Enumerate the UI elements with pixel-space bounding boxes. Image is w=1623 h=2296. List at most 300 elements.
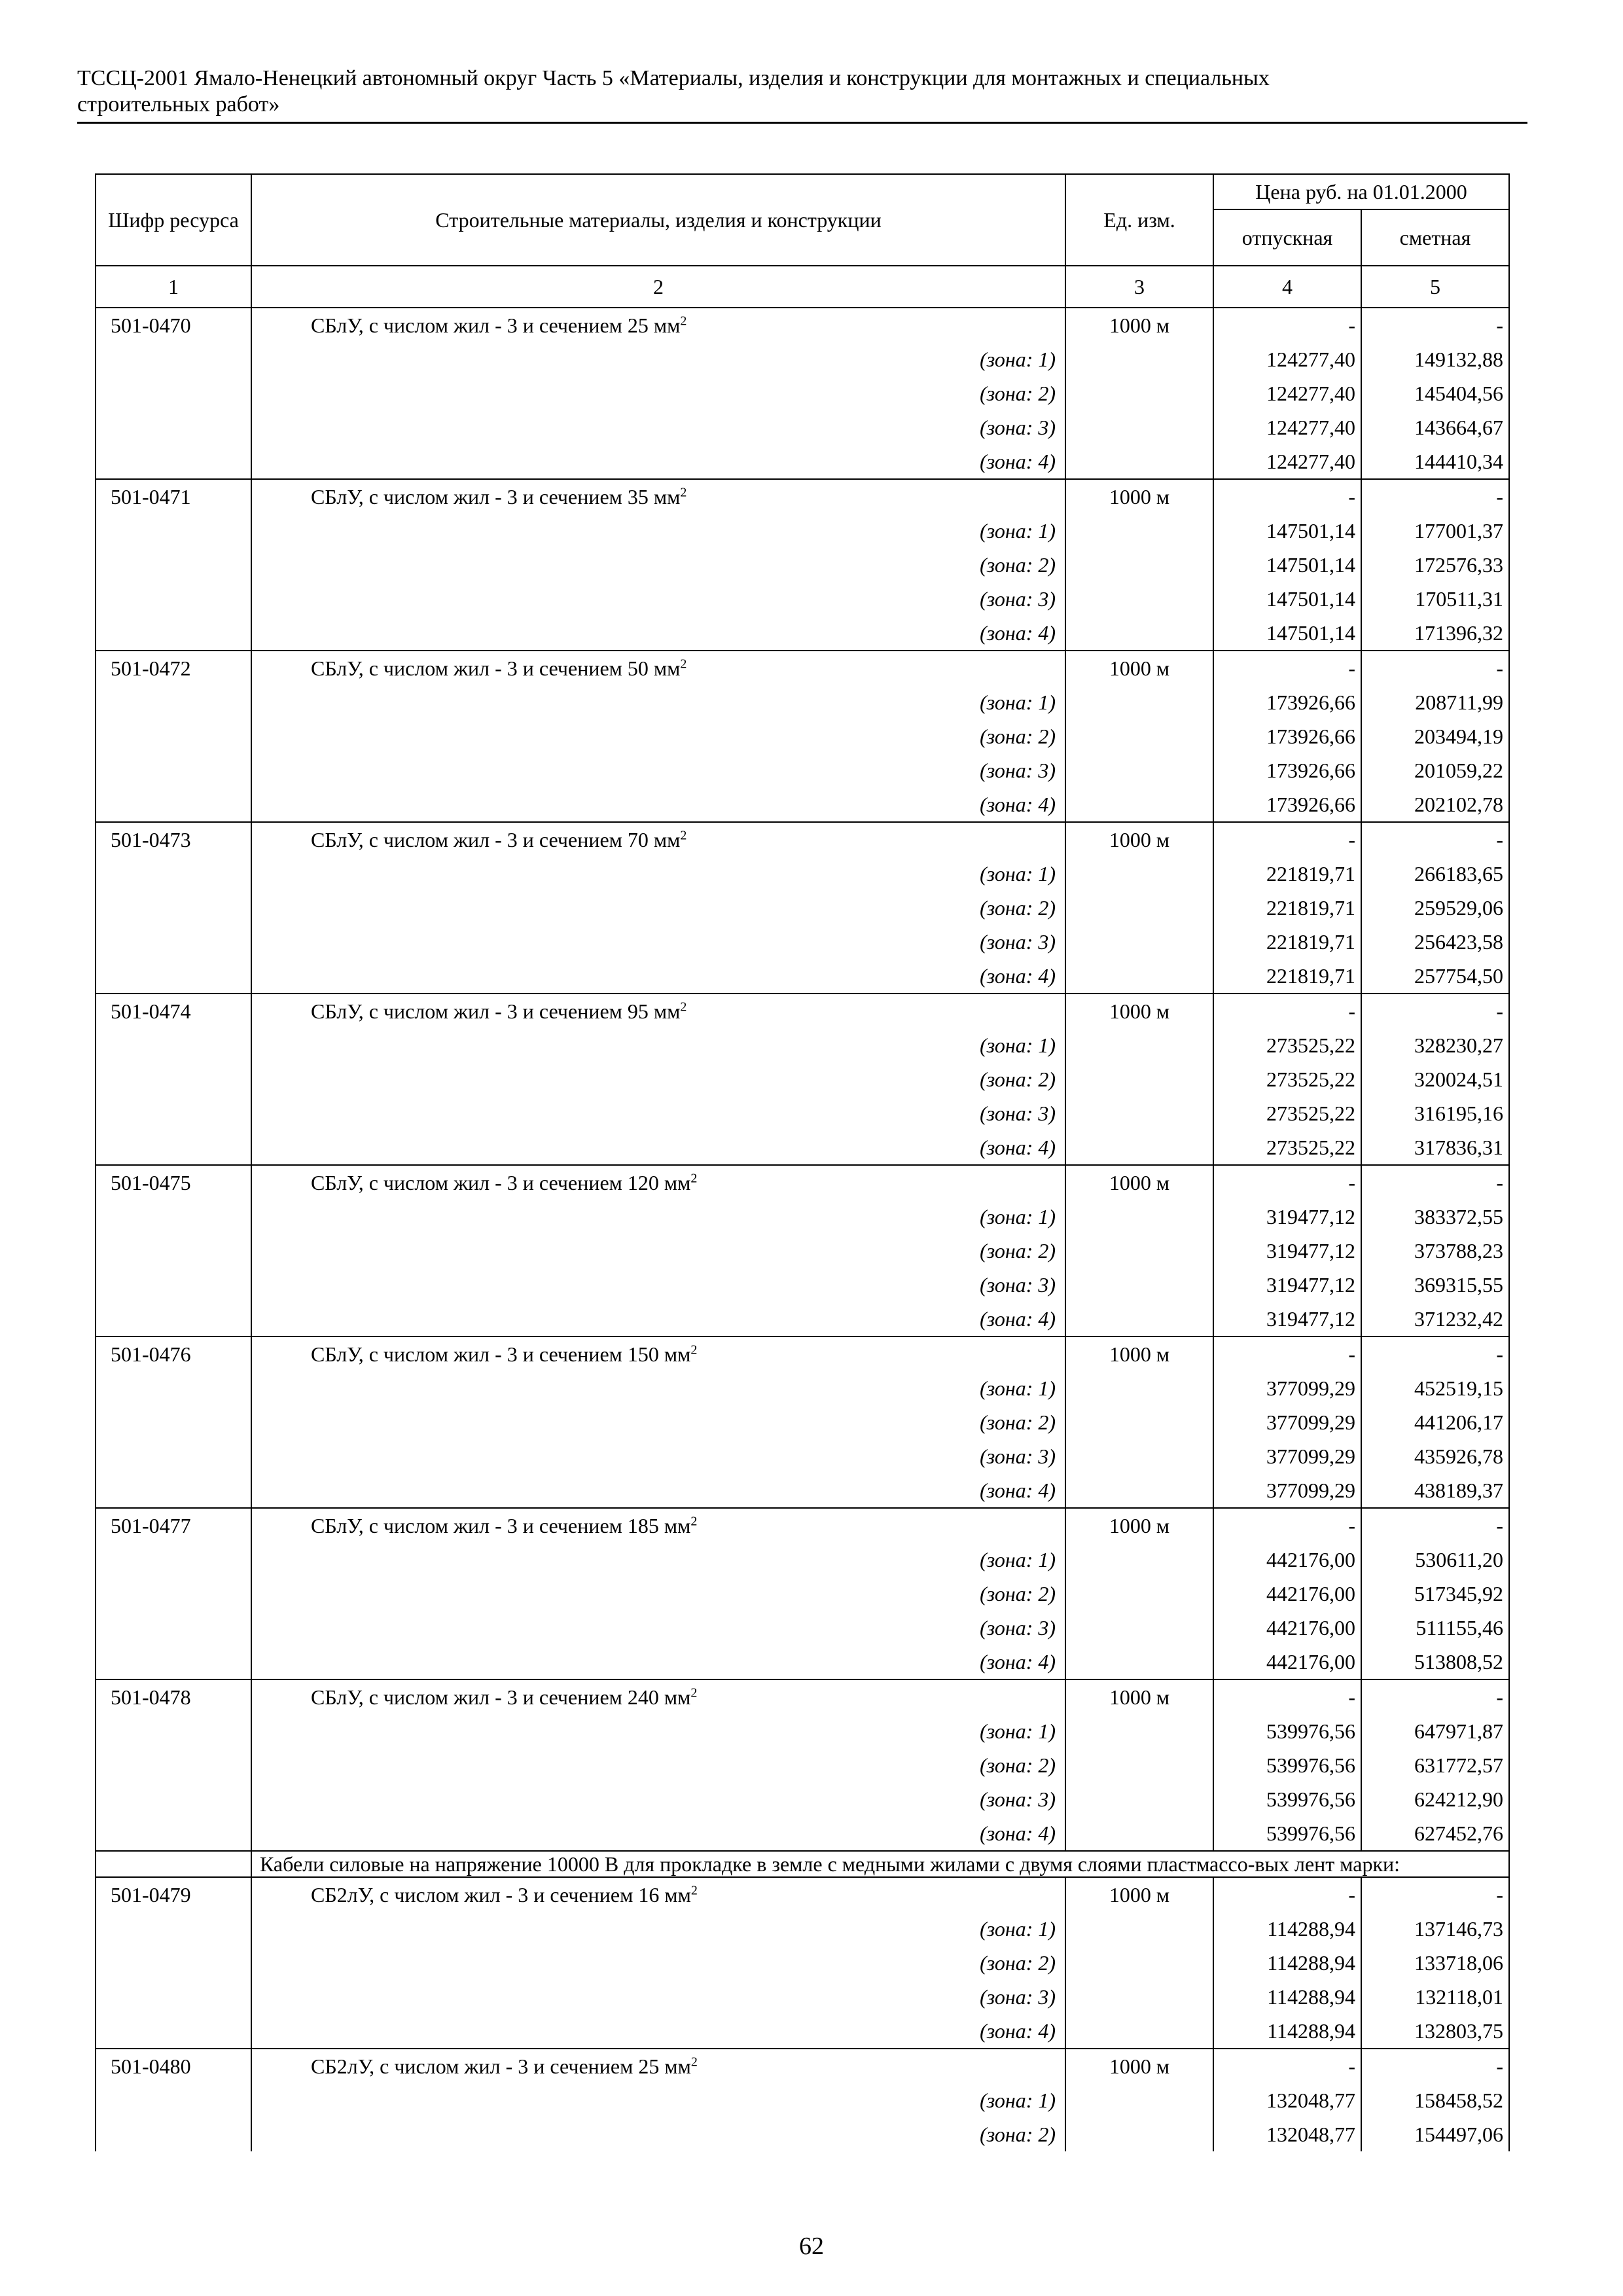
zone-estimate-price: 171396,32 [1361,616,1509,651]
zone-estimate-price: 172576,33 [1361,548,1509,582]
zone-release-price: 221819,71 [1213,857,1361,891]
zone-label: (зона: 3) [251,1611,1065,1645]
zone-label: (зона: 2) [251,1748,1065,1782]
zone-unit-cell [1065,1096,1213,1130]
zone-code-cell [96,1371,251,1405]
zone-code-cell [96,616,251,651]
zone-unit-cell [1065,616,1213,651]
zone-code-cell [96,1645,251,1679]
zone-row [96,1302,1509,1336]
zone-release-price: 319477,12 [1213,1302,1361,1336]
resource-code: 501-0472 [96,651,251,685]
zone-label: (зона: 3) [251,925,1065,959]
zone-unit-cell [1065,1611,1213,1645]
zone-label: (зона: 1) [251,2083,1065,2117]
header-estimate-price: сметная [1361,209,1509,266]
zone-row [96,719,1509,753]
zone-estimate-price: 438189,37 [1361,1473,1509,1508]
zone-estimate-price: 517345,92 [1361,1577,1509,1611]
zone-unit-cell [1065,753,1213,787]
zone-code-cell [96,1611,251,1645]
zone-release-price: 124277,40 [1213,376,1361,410]
zone-label: (зона: 2) [251,1577,1065,1611]
zone-label: (зона: 2) [251,1946,1065,1980]
zone-code-cell [96,1062,251,1096]
estimate-price: - [1361,1508,1509,1543]
table-row [96,1165,1509,1200]
header-price-group: Цена руб. на 01.01.2000 [1213,174,1509,209]
release-price: - [1213,1679,1361,1714]
zone-estimate-price: 132803,75 [1361,2014,1509,2049]
zone-unit-cell [1065,685,1213,719]
price-table [95,173,1510,2151]
zone-code-cell [96,891,251,925]
resource-name [251,822,1065,857]
estimate-price: - [1361,1877,1509,1912]
zone-label: (зона: 3) [251,1096,1065,1130]
zone-unit-cell [1065,719,1213,753]
resource-group [96,1508,1509,1679]
resource-code: 501-0477 [96,1508,251,1543]
unit-superscript: 2 [690,1342,698,1357]
zone-estimate-price: 143664,67 [1361,410,1509,444]
section-row [96,1851,1509,1877]
zone-code-cell [96,2083,251,2117]
unit-of-measure: 1000 м [1065,994,1213,1028]
zone-release-price: 132048,77 [1213,2083,1361,2117]
zone-label: (зона: 2) [251,1405,1065,1439]
zone-code-cell [96,1439,251,1473]
document-header [77,65,1524,118]
zone-label: (зона: 4) [251,1302,1065,1336]
zone-unit-cell [1065,1405,1213,1439]
unit-of-measure: 1000 м [1065,1508,1213,1543]
zone-row [96,753,1509,787]
release-price: - [1213,479,1361,514]
zone-unit-cell [1065,342,1213,376]
zone-unit-cell [1065,1980,1213,2014]
zone-row [96,1645,1509,1679]
unit-of-measure: 1000 м [1065,308,1213,342]
zone-estimate-price: 369315,55 [1361,1268,1509,1302]
zone-code-cell [96,753,251,787]
zone-release-price: 273525,22 [1213,1130,1361,1165]
zone-code-cell [96,787,251,822]
zone-row [96,342,1509,376]
zone-estimate-price: 631772,57 [1361,1748,1509,1782]
resource-name-text: СБлУ, с числом жил - 3 и сечением 185 мм [311,1514,691,1537]
resource-name-text: СБлУ, с числом жил - 3 и сечением 70 мм [311,828,681,852]
zone-release-price: 319477,12 [1213,1234,1361,1268]
zone-estimate-price: 373788,23 [1361,1234,1509,1268]
zone-label: (зона: 2) [251,2117,1065,2151]
zone-row [96,1200,1509,1234]
zone-estimate-price: 137146,73 [1361,1912,1509,1946]
zone-release-price: 124277,40 [1213,444,1361,479]
unit-superscript: 2 [690,1685,698,1700]
zone-row [96,1371,1509,1405]
zone-code-cell [96,719,251,753]
resource-name [251,651,1065,685]
zone-label: (зона: 4) [251,959,1065,994]
table-row [96,1508,1509,1543]
resource-name [251,2049,1065,2083]
zone-row [96,1912,1509,1946]
unit-superscript: 2 [680,314,687,329]
resource-name-text: СБлУ, с числом жил - 3 и сечением 95 мм [311,999,681,1023]
zone-release-price: 377099,29 [1213,1371,1361,1405]
zone-label: (зона: 2) [251,891,1065,925]
zone-release-price: 124277,40 [1213,410,1361,444]
zone-row [96,1234,1509,1268]
column-number: 1 [96,266,251,308]
zone-estimate-price: 145404,56 [1361,376,1509,410]
zone-row [96,1543,1509,1577]
zone-unit-cell [1065,1946,1213,1980]
zone-label: (зона: 3) [251,1439,1065,1473]
zone-unit-cell [1065,959,1213,994]
zone-row [96,1028,1509,1062]
unit-of-measure: 1000 м [1065,822,1213,857]
zone-row [96,1130,1509,1165]
zone-release-price: 539976,56 [1213,1782,1361,1816]
zone-unit-cell [1065,444,1213,479]
zone-estimate-price: 320024,51 [1361,1062,1509,1096]
resource-group [96,651,1509,822]
resource-group [96,994,1509,1165]
zone-unit-cell [1065,410,1213,444]
zone-row [96,1096,1509,1130]
zone-estimate-price: 530611,20 [1361,1543,1509,1577]
unit-superscript: 2 [690,2054,698,2070]
zone-code-cell [96,1912,251,1946]
release-price: - [1213,1877,1361,1912]
resource-code: 501-0473 [96,822,251,857]
resource-name [251,1508,1065,1543]
zone-unit-cell [1065,1439,1213,1473]
zone-estimate-price: 203494,19 [1361,719,1509,753]
zone-estimate-price: 259529,06 [1361,891,1509,925]
zone-label: (зона: 4) [251,616,1065,651]
zone-estimate-price: 627452,76 [1361,1816,1509,1851]
zone-estimate-price: 511155,46 [1361,1611,1509,1645]
zone-label: (зона: 3) [251,1782,1065,1816]
zone-row [96,548,1509,582]
zone-code-cell [96,1714,251,1748]
zone-code-cell [96,2117,251,2151]
resource-code: 501-0478 [96,1679,251,1714]
table-row [96,308,1509,342]
zone-row [96,1577,1509,1611]
table-row [96,1679,1509,1714]
zone-label: (зона: 1) [251,1028,1065,1062]
release-price: - [1213,1165,1361,1200]
zone-estimate-price: 383372,55 [1361,1200,1509,1234]
zone-unit-cell [1065,1543,1213,1577]
resource-name [251,1165,1065,1200]
zone-unit-cell [1065,1268,1213,1302]
zone-label: (зона: 4) [251,787,1065,822]
zone-code-cell [96,1473,251,1508]
release-price: - [1213,994,1361,1028]
resource-name [251,308,1065,342]
zone-estimate-price: 133718,06 [1361,1946,1509,1980]
zone-row [96,1714,1509,1748]
resource-group [96,2049,1509,2151]
zone-code-cell [96,1234,251,1268]
zone-release-price: 377099,29 [1213,1405,1361,1439]
unit-superscript: 2 [690,1514,698,1529]
zone-unit-cell [1065,376,1213,410]
unit-superscript: 2 [680,485,687,500]
zone-release-price: 173926,66 [1213,787,1361,822]
column-number: 4 [1213,266,1361,308]
zone-release-price: 221819,71 [1213,891,1361,925]
resource-code: 501-0480 [96,2049,251,2083]
zone-row [96,1782,1509,1816]
zone-release-price: 221819,71 [1213,959,1361,994]
zone-code-cell [96,1782,251,1816]
zone-unit-cell [1065,925,1213,959]
zone-unit-cell [1065,1200,1213,1234]
zone-release-price: 539976,56 [1213,1748,1361,1782]
zone-unit-cell [1065,787,1213,822]
zone-row [96,1748,1509,1782]
estimate-price: - [1361,1165,1509,1200]
zone-row [96,787,1509,822]
zone-row [96,410,1509,444]
header-line-1: ТССЦ-2001 Ямало-Ненецкий автономный округ Часть 5 «Материалы, изделия и конструкции для монтажных и специальных [77,66,1270,90]
zone-code-cell [96,1130,251,1165]
zone-release-price: 273525,22 [1213,1062,1361,1096]
zone-code-cell [96,1302,251,1336]
zone-label: (зона: 3) [251,410,1065,444]
zone-code-cell [96,1980,251,2014]
zone-release-price: 147501,14 [1213,514,1361,548]
zone-code-cell [96,857,251,891]
zone-label: (зона: 1) [251,1371,1065,1405]
zone-release-price: 114288,94 [1213,1946,1361,1980]
zone-release-price: 132048,77 [1213,2117,1361,2151]
zone-estimate-price: 201059,22 [1361,753,1509,787]
column-number: 3 [1065,266,1213,308]
zone-release-price: 377099,29 [1213,1473,1361,1508]
zone-label: (зона: 4) [251,1645,1065,1679]
resource-group [96,479,1509,651]
zone-label: (зона: 1) [251,1912,1065,1946]
zone-code-cell [96,548,251,582]
zone-estimate-price: 256423,58 [1361,925,1509,959]
zone-label: (зона: 3) [251,1268,1065,1302]
resource-code: 501-0471 [96,479,251,514]
zone-estimate-price: 435926,78 [1361,1439,1509,1473]
zone-unit-cell [1065,857,1213,891]
zone-code-cell [96,1577,251,1611]
zone-code-cell [96,1816,251,1851]
zone-code-cell [96,582,251,616]
unit-superscript: 2 [680,828,687,843]
resource-code: 501-0470 [96,308,251,342]
zone-code-cell [96,925,251,959]
zone-unit-cell [1065,582,1213,616]
resource-name-text: СБ2лУ, с числом жил - 3 и сечением 25 мм [311,2054,691,2078]
zone-estimate-price: 328230,27 [1361,1028,1509,1062]
zone-estimate-price: 132118,01 [1361,1980,1509,2014]
zone-estimate-price: 202102,78 [1361,787,1509,822]
unit-superscript: 2 [680,656,687,672]
release-price: - [1213,2049,1361,2083]
zone-estimate-price: 154497,06 [1361,2117,1509,2151]
unit-of-measure: 1000 м [1065,1336,1213,1371]
zone-label: (зона: 1) [251,1200,1065,1234]
resource-name-text: СБлУ, с числом жил - 3 и сечением 120 мм [311,1171,691,1194]
unit-superscript: 2 [690,1171,698,1186]
estimate-price: - [1361,1336,1509,1371]
zone-release-price: 377099,29 [1213,1439,1361,1473]
zone-code-cell [96,2014,251,2049]
zone-unit-cell [1065,1577,1213,1611]
zone-release-price: 173926,66 [1213,753,1361,787]
zone-label: (зона: 2) [251,1062,1065,1096]
zone-estimate-price: 149132,88 [1361,342,1509,376]
zone-code-cell [96,1028,251,1062]
resource-code: 501-0475 [96,1165,251,1200]
zone-unit-cell [1065,1645,1213,1679]
zone-label: (зона: 4) [251,1473,1065,1508]
table-row [96,994,1509,1028]
resource-name [251,994,1065,1028]
release-price: - [1213,308,1361,342]
zone-row [96,582,1509,616]
zone-label: (зона: 2) [251,376,1065,410]
zone-row [96,1062,1509,1096]
zone-label: (зона: 1) [251,685,1065,719]
unit-of-measure: 1000 м [1065,2049,1213,2083]
zone-release-price: 147501,14 [1213,548,1361,582]
estimate-price: - [1361,308,1509,342]
zone-row [96,616,1509,651]
zone-estimate-price: 371232,42 [1361,1302,1509,1336]
zone-code-cell [96,685,251,719]
section-heading-group [96,1851,1509,1877]
zone-estimate-price: 316195,16 [1361,1096,1509,1130]
zone-unit-cell [1065,1782,1213,1816]
zone-unit-cell [1065,1748,1213,1782]
table-row [96,1336,1509,1371]
header-name: Строительные материалы, изделия и конструкции [251,174,1065,266]
zone-release-price: 173926,66 [1213,719,1361,753]
zone-estimate-price: 441206,17 [1361,1405,1509,1439]
table-row [96,2049,1509,2083]
zone-code-cell [96,1268,251,1302]
zone-unit-cell [1065,2014,1213,2049]
estimate-price: - [1361,994,1509,1028]
zone-estimate-price: 158458,52 [1361,2083,1509,2117]
column-number-row [96,266,1509,308]
zone-row [96,1946,1509,1980]
column-number: 5 [1361,266,1509,308]
zone-code-cell [96,514,251,548]
zone-release-price: 114288,94 [1213,1912,1361,1946]
zone-estimate-price: 144410,34 [1361,444,1509,479]
zone-row [96,1405,1509,1439]
header-unit: Ед. изм. [1065,174,1213,266]
release-price: - [1213,1508,1361,1543]
zone-release-price: 539976,56 [1213,1816,1361,1851]
zone-row [96,2083,1509,2117]
zone-code-cell [96,1543,251,1577]
resource-name-text: СБлУ, с числом жил - 3 и сечением 50 мм [311,656,681,680]
resource-code: 501-0479 [96,1877,251,1912]
zone-unit-cell [1065,1234,1213,1268]
zone-label: (зона: 1) [251,1543,1065,1577]
zone-unit-cell [1065,548,1213,582]
unit-superscript: 2 [680,999,687,1014]
header-release-price: отпускная [1213,209,1361,266]
zone-unit-cell [1065,1062,1213,1096]
zone-row [96,1816,1509,1851]
resource-name [251,479,1065,514]
unit-of-measure: 1000 м [1065,1877,1213,1912]
zone-estimate-price: 170511,31 [1361,582,1509,616]
zone-row [96,959,1509,994]
column-number: 2 [251,266,1065,308]
estimate-price: - [1361,479,1509,514]
zone-code-cell [96,959,251,994]
zone-code-cell [96,410,251,444]
unit-of-measure: 1000 м [1065,651,1213,685]
estimate-price: - [1361,1679,1509,1714]
zone-release-price: 273525,22 [1213,1096,1361,1130]
table-head [96,174,1509,308]
zone-row [96,1980,1509,2014]
zone-code-cell [96,1748,251,1782]
resource-name-text: СБлУ, с числом жил - 3 и сечением 150 мм [311,1342,691,1366]
table-row [96,822,1509,857]
zone-release-price: 173926,66 [1213,685,1361,719]
zone-unit-cell [1065,1473,1213,1508]
zone-estimate-price: 177001,37 [1361,514,1509,548]
header-line-2: строительных работ» [77,92,280,117]
zone-release-price: 147501,14 [1213,582,1361,616]
zone-code-cell [96,376,251,410]
unit-of-measure: 1000 м [1065,1679,1213,1714]
zone-estimate-price: 647971,87 [1361,1714,1509,1748]
zone-label: (зона: 3) [251,753,1065,787]
unit-of-measure: 1000 м [1065,1165,1213,1200]
zone-unit-cell [1065,1028,1213,1062]
resource-name [251,1679,1065,1714]
zone-label: (зона: 2) [251,548,1065,582]
resource-group [96,1679,1509,1851]
zone-label: (зона: 4) [251,1130,1065,1165]
zone-unit-cell [1065,2083,1213,2117]
zone-label: (зона: 1) [251,342,1065,376]
resource-code: 501-0474 [96,994,251,1028]
zone-estimate-price: 317836,31 [1361,1130,1509,1165]
resource-group [96,1336,1509,1508]
zone-row [96,1473,1509,1508]
zone-estimate-price: 266183,65 [1361,857,1509,891]
zone-release-price: 114288,94 [1213,1980,1361,2014]
zone-code-cell [96,342,251,376]
zone-code-cell [96,1200,251,1234]
zone-row [96,1439,1509,1473]
table-row [96,479,1509,514]
table-row [96,1877,1509,1912]
zone-label: (зона: 3) [251,582,1065,616]
resource-group [96,1877,1509,2049]
